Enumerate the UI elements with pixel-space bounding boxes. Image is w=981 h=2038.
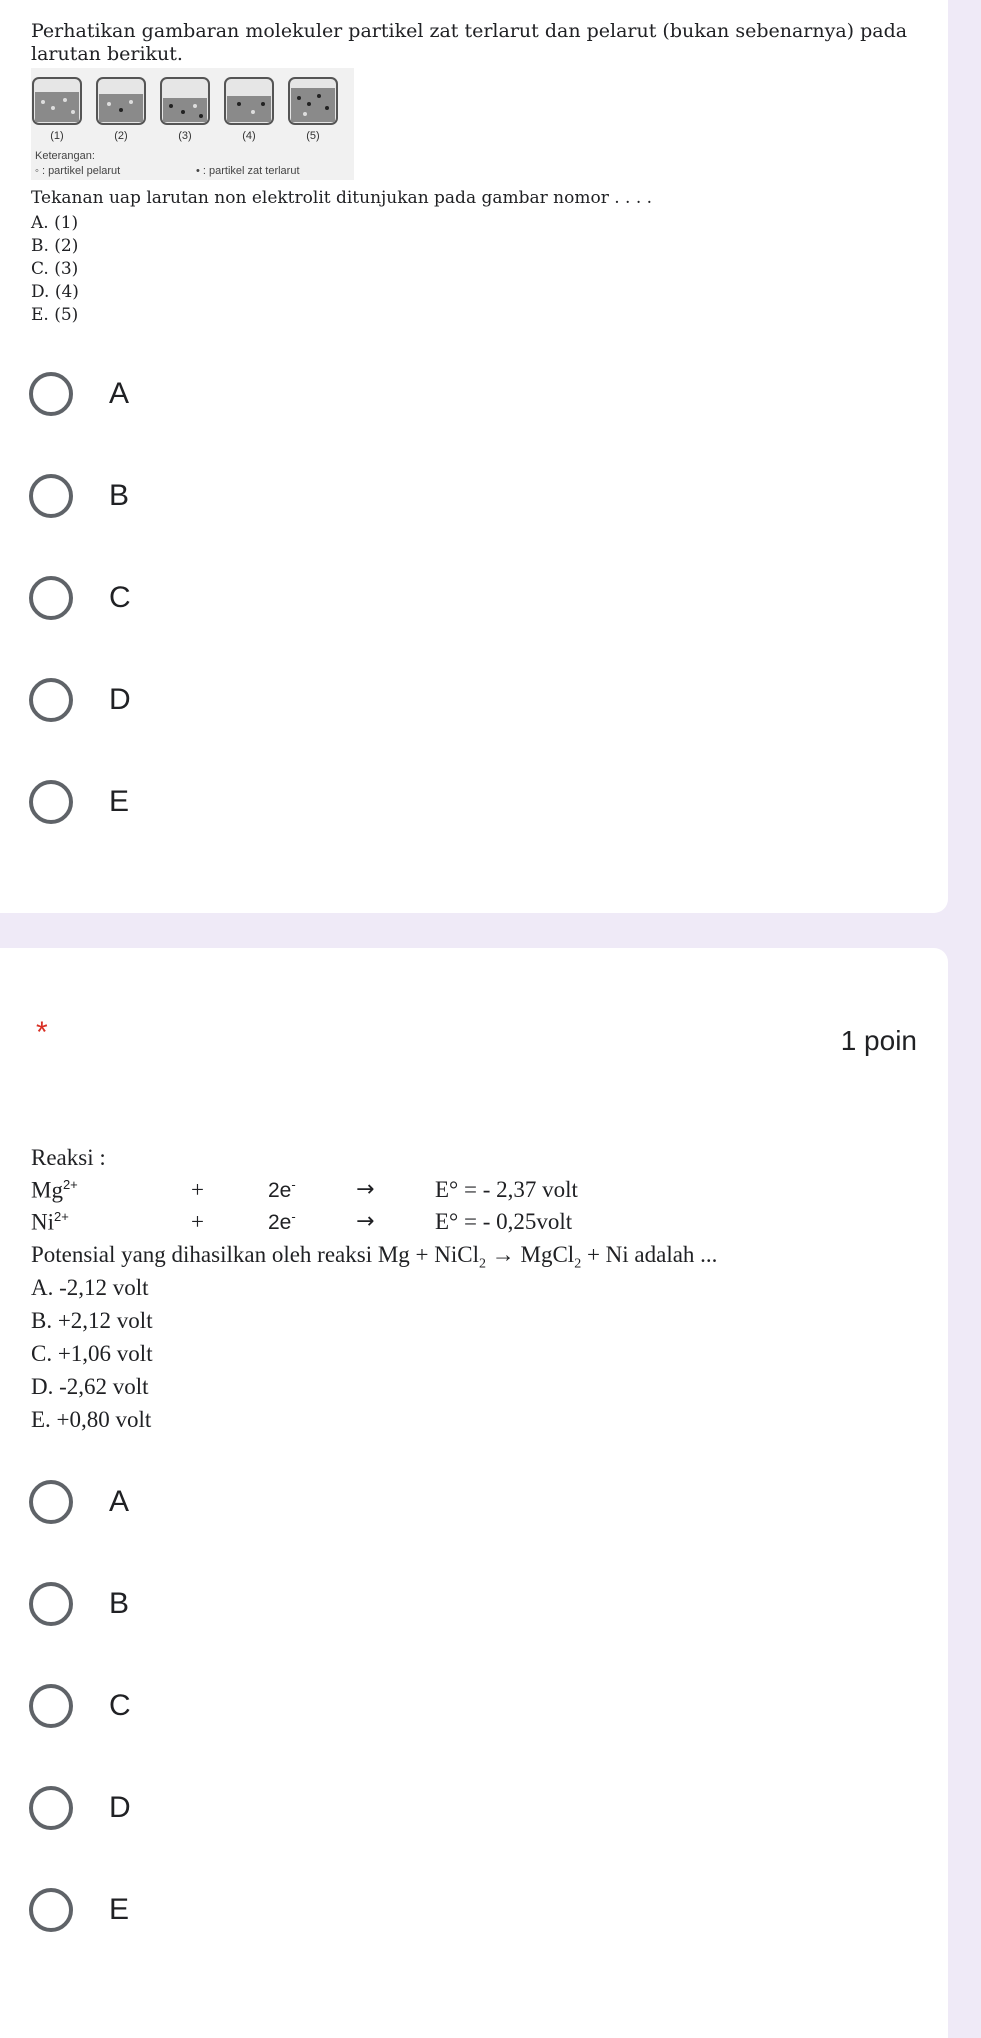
radio-option-b[interactable] <box>29 1579 129 1629</box>
question-stem: Tekanan uap larutan non elektrolit ditunjukan pada gambar nomor . . . . <box>31 188 653 208</box>
inline-option: B. (2) <box>31 236 79 256</box>
stem-subscript: 2 <box>479 1256 486 1272</box>
inline-option: D. -2,62 volt <box>31 1374 149 1399</box>
inline-options-list <box>31 212 79 327</box>
ion: Mg <box>31 1177 63 1203</box>
standard-potential: E° = - 2,37 volt <box>435 1177 578 1202</box>
beaker-2-illustration <box>95 74 147 128</box>
legend-solute: • : partikel zat terlarut <box>196 165 300 177</box>
radio-option-d[interactable] <box>29 1783 131 1833</box>
standard-potential: E° = - 0,25volt <box>435 1209 573 1234</box>
radio-option-label: B <box>109 479 130 512</box>
inline-option: A. -2,12 volt <box>31 1275 149 1300</box>
radio-option-label: C <box>109 581 131 614</box>
radio-option-label: B <box>109 1587 130 1620</box>
beaker-label-2: (2) <box>114 130 128 142</box>
radio-option-label: C <box>109 1689 131 1722</box>
radio-option-label: A <box>109 1485 130 1518</box>
radio-option-e[interactable] <box>29 777 129 827</box>
radio-option-label: A <box>109 377 130 410</box>
inline-option: C. (3) <box>31 259 79 279</box>
radio-circle[interactable] <box>29 1786 73 1830</box>
stem-text: + Ni adalah ... <box>581 1242 718 1267</box>
figure-caption: Keterangan: <box>35 150 95 162</box>
reaction-row-1 <box>31 1177 651 1205</box>
question-card-1 <box>0 0 948 913</box>
radio-option-label: D <box>109 1791 131 1824</box>
inline-option: E. +0,80 volt <box>31 1407 152 1432</box>
radio-circle[interactable] <box>29 1480 73 1524</box>
radio-circle[interactable] <box>29 372 73 416</box>
electrons: 2e <box>268 1211 292 1234</box>
radio-option-c[interactable] <box>29 1681 131 1731</box>
radio-option-b[interactable] <box>29 471 129 521</box>
arrow-icon: → <box>356 1177 375 1202</box>
question-intro: Perhatikan gambaran molekuler partikel zat terlarut dan pelarut (bukan sebenarnya) pada larutan berikut. <box>31 20 908 65</box>
radio-option-a[interactable] <box>29 1477 129 1527</box>
plus-sign: + <box>191 1209 204 1234</box>
beaker-5-illustration <box>287 74 339 128</box>
radio-option-label: E <box>109 785 130 818</box>
radio-option-label: D <box>109 683 131 716</box>
beaker-label-5: (5) <box>306 130 320 142</box>
plus-sign: + <box>191 1177 204 1202</box>
radio-option-e[interactable] <box>29 1885 129 1935</box>
radio-circle[interactable] <box>29 1684 73 1728</box>
inline-option: D. (4) <box>31 282 79 302</box>
reaction-title: Reaksi : <box>31 1145 106 1170</box>
inline-option: E. (5) <box>31 305 79 325</box>
electron-charge: - <box>291 1209 296 1224</box>
beaker-label-1: (1) <box>50 130 64 142</box>
stem-subscript: 2 <box>574 1256 582 1272</box>
legend-solvent: ◦ : partikel pelarut <box>35 165 121 177</box>
question-stem-2 <box>31 1242 717 1273</box>
radio-circle[interactable] <box>29 474 73 518</box>
stem-text: → MgCl <box>486 1242 575 1267</box>
radio-circle[interactable] <box>29 1888 73 1932</box>
inline-option: C. +1,06 volt <box>31 1341 153 1366</box>
beaker-1-illustration <box>31 74 83 128</box>
points-label: 1 poin <box>840 1025 917 1056</box>
ion-charge: 2+ <box>62 1177 78 1192</box>
beaker-3-illustration <box>159 74 211 128</box>
arrow-icon: → <box>356 1209 375 1234</box>
beaker-label-3: (3) <box>178 130 192 142</box>
inline-option: B. +2,12 volt <box>31 1308 153 1333</box>
radio-circle[interactable] <box>29 576 73 620</box>
inline-option: A. (1) <box>31 213 79 233</box>
question-card-2 <box>0 948 948 2038</box>
radio-circle[interactable] <box>29 1582 73 1626</box>
radio-option-label: E <box>109 1893 130 1926</box>
radio-option-a[interactable] <box>29 369 129 419</box>
radio-option-d[interactable] <box>29 675 131 725</box>
required-asterisk: * <box>36 1016 48 1049</box>
reaction-row-2 <box>31 1209 651 1237</box>
beakers-figure <box>31 68 354 180</box>
electron-charge: - <box>291 1177 296 1192</box>
radio-circle[interactable] <box>29 780 73 824</box>
radio-option-c[interactable] <box>29 573 131 623</box>
beaker-label-4: (4) <box>242 130 256 142</box>
radio-circle[interactable] <box>29 678 73 722</box>
ion-charge: 2+ <box>54 1209 69 1224</box>
ion: Ni <box>31 1209 54 1235</box>
beaker-4-illustration <box>223 74 275 128</box>
stem-text: Potensial yang dihasilkan oleh reaksi Mg + NiCl <box>31 1242 479 1267</box>
electrons: 2e <box>268 1179 292 1202</box>
